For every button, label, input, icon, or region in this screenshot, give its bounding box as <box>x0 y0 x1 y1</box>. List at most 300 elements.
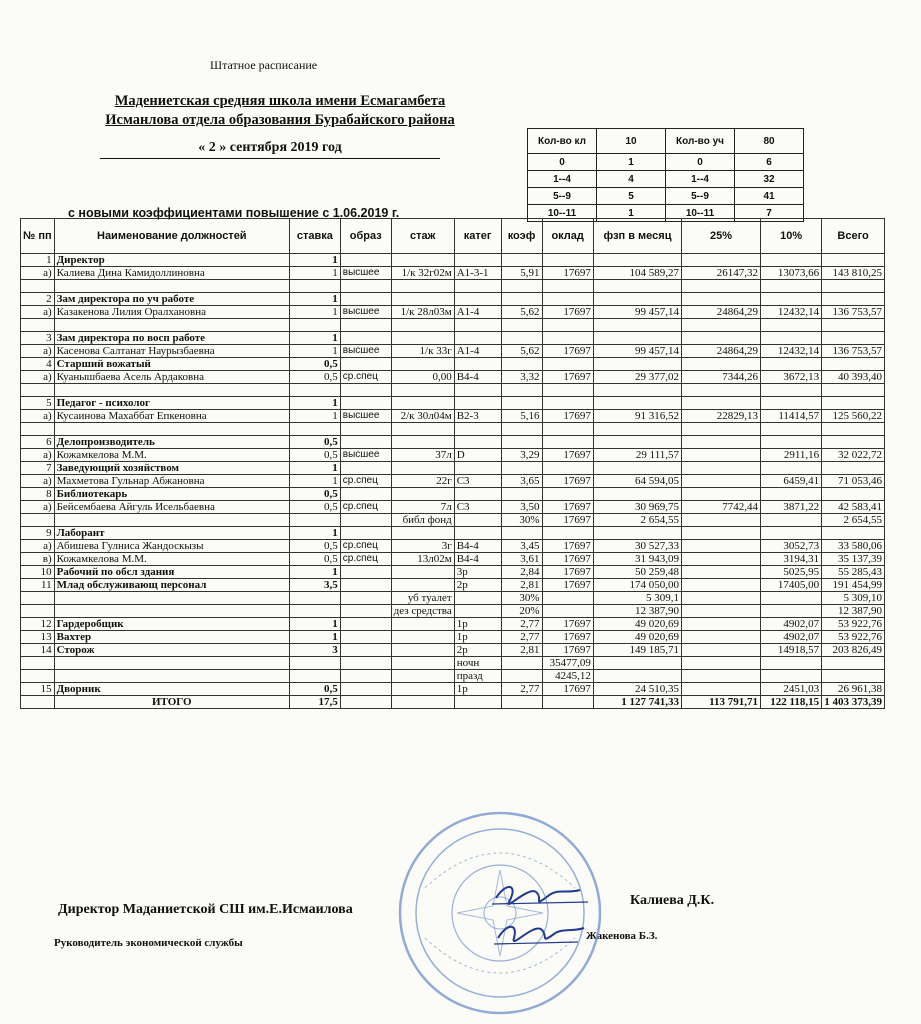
table-cell <box>454 358 501 371</box>
table-cell: 17697 <box>542 566 593 579</box>
table-cell: 1 <box>289 345 340 358</box>
table-cell <box>593 397 681 410</box>
table-cell <box>340 319 391 332</box>
table-cell <box>340 332 391 345</box>
table-cell: А1-3-1 <box>454 267 501 280</box>
column-header: ставка <box>289 219 340 254</box>
counts-cell: 7 <box>735 205 804 222</box>
table-cell: а) <box>21 306 55 319</box>
table-cell: Зам директора по уч работе <box>54 293 289 306</box>
table-cell: 14 <box>21 644 55 657</box>
table-cell: 17697 <box>542 306 593 319</box>
table-cell: 2,77 <box>501 631 542 644</box>
table-cell: 1 <box>289 332 340 345</box>
table-cell: 30 527,33 <box>593 540 681 553</box>
table-section-row <box>21 683 885 696</box>
table-cell: 22829,13 <box>682 410 761 423</box>
table-cell: а) <box>21 501 55 514</box>
table-cell <box>761 592 822 605</box>
table-cell: 17697 <box>542 579 593 592</box>
table-section-row <box>21 527 885 540</box>
table-cell: а) <box>21 345 55 358</box>
table-cell <box>340 657 391 670</box>
counts-cell: 5--9 <box>666 188 735 205</box>
table-cell: 1 <box>21 254 55 267</box>
table-cell: 7 <box>21 462 55 475</box>
table-cell <box>391 384 454 397</box>
table-cell: празд <box>454 670 501 683</box>
table-cell: 2,84 <box>501 566 542 579</box>
counts-row <box>528 171 804 188</box>
table-cell <box>340 618 391 631</box>
table-cell: 3,5 <box>289 579 340 592</box>
document-title: Штатное расписание <box>210 58 318 72</box>
table-cell: 12 387,90 <box>822 605 885 618</box>
table-cell <box>501 358 542 371</box>
table-cell <box>822 254 885 267</box>
table-cell: 3,50 <box>501 501 542 514</box>
table-cell: 3 <box>21 332 55 345</box>
table-cell <box>391 397 454 410</box>
table-cell <box>340 644 391 657</box>
table-cell: 2 654,55 <box>822 514 885 527</box>
table-cell: 2911,16 <box>761 449 822 462</box>
table-cell: 17697 <box>542 683 593 696</box>
table-cell: 3,45 <box>501 540 542 553</box>
table-cell: 136 753,57 <box>822 345 885 358</box>
table-cell <box>454 514 501 527</box>
table-cell <box>454 280 501 293</box>
table-cell <box>21 605 55 618</box>
table-cell <box>682 553 761 566</box>
table-cell <box>340 397 391 410</box>
table-cell <box>761 332 822 345</box>
table-cell: 7742,44 <box>682 501 761 514</box>
table-cell <box>682 449 761 462</box>
table-cell: Кожамкелова М.М. <box>54 449 289 462</box>
table-cell <box>340 436 391 449</box>
table-cell: 13 <box>21 631 55 644</box>
table-cell: С3 <box>454 501 501 514</box>
table-cell <box>289 605 340 618</box>
table-cell <box>340 592 391 605</box>
signatures <box>488 878 598 958</box>
table-cell: 191 454,99 <box>822 579 885 592</box>
table-cell <box>391 280 454 293</box>
table-cell <box>682 319 761 332</box>
table-cell: Дворник <box>54 683 289 696</box>
table-cell: С3 <box>454 475 501 488</box>
table-cell: ср.спец <box>340 553 391 566</box>
table-cell <box>501 293 542 306</box>
table-cell <box>593 488 681 501</box>
table-cell <box>54 423 289 436</box>
table-cell <box>289 423 340 436</box>
table-cell <box>542 696 593 709</box>
table-cell <box>761 670 822 683</box>
table-cell <box>501 254 542 267</box>
table-cell: 2,81 <box>501 579 542 592</box>
table-cell: 122 118,15 <box>761 696 822 709</box>
table-cell <box>340 579 391 592</box>
table-section-row <box>21 254 885 267</box>
table-section-row <box>21 488 885 501</box>
table-cell <box>501 319 542 332</box>
counts-cell: 5--9 <box>528 188 597 205</box>
table-cell: 17697 <box>542 371 593 384</box>
table-cell: библ фонд <box>391 514 454 527</box>
table-cell: Казакенова Лилия Оралхановна <box>54 306 289 319</box>
table-cell: 26 961,38 <box>822 683 885 696</box>
table-cell <box>542 397 593 410</box>
table-cell: 3,61 <box>501 553 542 566</box>
table-cell: В2-3 <box>454 410 501 423</box>
table-cell: 22г <box>391 475 454 488</box>
table-cell <box>21 696 55 709</box>
table-row <box>21 319 885 332</box>
table-cell: 4245,12 <box>542 670 593 683</box>
table-cell: 5,62 <box>501 345 542 358</box>
table-row <box>21 605 885 618</box>
counts-cell: 10 <box>597 129 666 154</box>
table-cell: 3р <box>454 566 501 579</box>
table-cell <box>822 527 885 540</box>
table-cell: 1р <box>454 618 501 631</box>
table-row <box>21 553 885 566</box>
table-cell <box>391 696 454 709</box>
table-cell: 1 <box>289 566 340 579</box>
table-cell: 33 580,06 <box>822 540 885 553</box>
table-cell <box>822 397 885 410</box>
table-cell: 1 403 373,39 <box>822 696 885 709</box>
table-cell <box>391 631 454 644</box>
table-row <box>21 345 885 358</box>
table-cell: 1/к 33г <box>391 345 454 358</box>
table-cell <box>593 462 681 475</box>
table-cell <box>501 423 542 436</box>
table-cell: 125 560,22 <box>822 410 885 423</box>
counts-cell: 0 <box>666 154 735 171</box>
table-row <box>21 514 885 527</box>
table-cell <box>340 605 391 618</box>
table-cell: 1 <box>289 631 340 644</box>
table-cell <box>593 657 681 670</box>
table-cell <box>54 592 289 605</box>
table-cell <box>391 566 454 579</box>
table-cell <box>593 423 681 436</box>
table-cell <box>54 514 289 527</box>
table-section-row <box>21 358 885 371</box>
counts-cell: 32 <box>735 171 804 188</box>
table-cell: В4-4 <box>454 371 501 384</box>
coefficient-note: с новыми коэффициентами повышение с 1.06.2019 г. <box>68 206 400 220</box>
table-cell: 17697 <box>542 345 593 358</box>
table-cell: 17,5 <box>289 696 340 709</box>
table-cell: 5,16 <box>501 410 542 423</box>
counts-cell: 1--4 <box>528 171 597 188</box>
table-cell <box>682 358 761 371</box>
table-cell: 174 050,00 <box>593 579 681 592</box>
table-cell: 4 <box>21 358 55 371</box>
table-cell: 17697 <box>542 553 593 566</box>
table-cell <box>542 254 593 267</box>
table-cell <box>682 540 761 553</box>
table-row <box>21 423 885 436</box>
table-cell: Делопроизводитель <box>54 436 289 449</box>
table-cell: высшее <box>340 267 391 280</box>
table-cell <box>454 436 501 449</box>
table-cell: 42 583,41 <box>822 501 885 514</box>
table-cell: 30 969,75 <box>593 501 681 514</box>
column-header: коэф <box>501 219 542 254</box>
table-cell <box>454 332 501 345</box>
table-cell <box>21 280 55 293</box>
table-cell: Лаборант <box>54 527 289 540</box>
table-cell <box>340 631 391 644</box>
table-cell: Куанышбаева Асель Ардаковна <box>54 371 289 384</box>
table-cell <box>822 436 885 449</box>
table-cell: ночн <box>454 657 501 670</box>
table-cell: 53 922,76 <box>822 618 885 631</box>
table-cell: Зам директора по восп работе <box>54 332 289 345</box>
table-cell: 2р <box>454 644 501 657</box>
table-cell: 17697 <box>542 644 593 657</box>
table-cell <box>289 592 340 605</box>
table-cell: 4902,07 <box>761 618 822 631</box>
table-cell <box>454 462 501 475</box>
table-cell: Библиотекарь <box>54 488 289 501</box>
table-cell: 53 922,76 <box>822 631 885 644</box>
table-cell: 17405,00 <box>761 579 822 592</box>
table-cell <box>391 488 454 501</box>
school-name-line1: Мадениетская средняя школа имени Есмагамбета <box>114 93 446 109</box>
table-cell <box>501 696 542 709</box>
table-cell <box>340 566 391 579</box>
table-cell: 3г <box>391 540 454 553</box>
column-header: стаж <box>391 219 454 254</box>
table-cell: 49 020,69 <box>593 618 681 631</box>
table-cell <box>542 436 593 449</box>
table-cell <box>542 280 593 293</box>
column-header: фзп в месяц <box>593 219 681 254</box>
counts-cell: 6 <box>735 154 804 171</box>
table-cell <box>289 514 340 527</box>
table-cell: 5 309,1 <box>593 592 681 605</box>
counts-row <box>528 154 804 171</box>
table-cell <box>454 384 501 397</box>
table-cell: 7344,26 <box>682 371 761 384</box>
table-cell: 149 185,71 <box>593 644 681 657</box>
table-cell <box>391 683 454 696</box>
table-cell: в) <box>21 553 55 566</box>
table-cell: 0,00 <box>391 371 454 384</box>
table-cell <box>682 293 761 306</box>
table-cell <box>593 293 681 306</box>
table-cell: 1 <box>289 475 340 488</box>
table-cell: 64 594,05 <box>593 475 681 488</box>
table-row <box>21 670 885 683</box>
table-cell <box>340 527 391 540</box>
table-cell <box>21 423 55 436</box>
table-cell <box>391 332 454 345</box>
table-cell <box>682 592 761 605</box>
table-cell: 17697 <box>542 501 593 514</box>
counts-cell: 0 <box>528 154 597 171</box>
table-cell <box>391 254 454 267</box>
table-cell: высшее <box>340 410 391 423</box>
table-cell <box>822 670 885 683</box>
table-cell: 1 <box>289 618 340 631</box>
table-cell: 203 826,49 <box>822 644 885 657</box>
table-cell <box>21 592 55 605</box>
column-header: № пп <box>21 219 55 254</box>
table-cell <box>391 527 454 540</box>
table-cell: 2р <box>454 579 501 592</box>
table-cell <box>761 280 822 293</box>
table-cell <box>593 254 681 267</box>
counts-cell: 10--11 <box>666 205 735 222</box>
table-cell <box>682 644 761 657</box>
table-cell: 1 <box>289 306 340 319</box>
table-cell <box>682 332 761 345</box>
table-cell <box>340 358 391 371</box>
table-cell <box>682 280 761 293</box>
table-cell <box>340 384 391 397</box>
table-cell: а) <box>21 449 55 462</box>
table-row <box>21 306 885 319</box>
table-cell <box>682 423 761 436</box>
director-name: Калиева Д.К. <box>630 893 715 908</box>
table-cell <box>54 605 289 618</box>
table-cell: 49 020,69 <box>593 631 681 644</box>
table-cell: 5 309,10 <box>822 592 885 605</box>
table-cell: дез средства <box>391 605 454 618</box>
counts-cell: 4 <box>597 171 666 188</box>
table-cell: 1 <box>289 527 340 540</box>
table-cell: 0,5 <box>289 553 340 566</box>
table-cell <box>682 631 761 644</box>
column-header: Всего <box>822 219 885 254</box>
table-cell <box>391 293 454 306</box>
table-cell <box>340 488 391 501</box>
document-date: « 2 » сентября 2019 год <box>100 140 440 159</box>
counts-cell: 80 <box>735 129 804 154</box>
table-cell <box>340 293 391 306</box>
table-section-row <box>21 644 885 657</box>
director-title: Директор Маданиетской СШ им.Е.Исмаилова <box>58 902 353 917</box>
econ-title: Руководитель экономической службы <box>54 937 243 949</box>
table-cell <box>761 254 822 267</box>
table-cell: 17697 <box>542 631 593 644</box>
school-name-line2: Исманлова отдела образования Бурабайского района <box>105 112 455 128</box>
table-row <box>21 592 885 605</box>
table-cell <box>391 670 454 683</box>
table-cell: 113 791,71 <box>682 696 761 709</box>
table-cell <box>682 566 761 579</box>
table-cell <box>391 462 454 475</box>
table-section-row <box>21 436 885 449</box>
table-cell <box>761 436 822 449</box>
table-cell: Старший вожатый <box>54 358 289 371</box>
table-cell: 20% <box>501 605 542 618</box>
table-cell <box>501 436 542 449</box>
table-row <box>21 384 885 397</box>
table-cell: 71 053,46 <box>822 475 885 488</box>
table-cell <box>682 657 761 670</box>
table-cell <box>682 683 761 696</box>
table-cell: Педагог - психолог <box>54 397 289 410</box>
table-cell <box>822 384 885 397</box>
table-cell: 2,81 <box>501 644 542 657</box>
table-cell: 11414,57 <box>761 410 822 423</box>
table-cell: А1-4 <box>454 345 501 358</box>
table-row <box>21 475 885 488</box>
table-cell: 30% <box>501 514 542 527</box>
table-cell: 2,77 <box>501 618 542 631</box>
table-cell: 104 589,27 <box>593 267 681 280</box>
table-cell: высшее <box>340 306 391 319</box>
table-cell: 12 <box>21 618 55 631</box>
table-cell <box>454 605 501 618</box>
counts-header-row <box>528 129 804 154</box>
table-cell: 1 <box>289 254 340 267</box>
table-cell <box>391 644 454 657</box>
table-cell <box>289 657 340 670</box>
table-cell <box>682 527 761 540</box>
table-cell <box>822 657 885 670</box>
table-cell: 5 <box>21 397 55 410</box>
table-cell: 9 <box>21 527 55 540</box>
table-cell: уб туалет <box>391 592 454 605</box>
table-cell: 17697 <box>542 540 593 553</box>
table-row <box>21 267 885 280</box>
table-cell: 1 <box>289 410 340 423</box>
table-cell <box>501 332 542 345</box>
table-cell <box>391 319 454 332</box>
table-cell: 29 377,02 <box>593 371 681 384</box>
table-cell: 1р <box>454 683 501 696</box>
table-row <box>21 410 885 423</box>
table-cell: 0,5 <box>289 488 340 501</box>
table-cell <box>340 670 391 683</box>
table-cell: А1-4 <box>454 306 501 319</box>
table-cell <box>761 488 822 501</box>
table-cell: D <box>454 449 501 462</box>
counts-cell: 5 <box>597 188 666 205</box>
table-cell: 3,29 <box>501 449 542 462</box>
table-cell <box>542 462 593 475</box>
table-cell <box>822 319 885 332</box>
table-cell <box>542 332 593 345</box>
table-cell: 5,62 <box>501 306 542 319</box>
table-cell <box>542 358 593 371</box>
table-cell <box>340 280 391 293</box>
table-section-row <box>21 696 885 709</box>
table-cell <box>682 670 761 683</box>
table-cell <box>822 488 885 501</box>
table-cell <box>542 592 593 605</box>
table-cell: 55 285,43 <box>822 566 885 579</box>
table-cell: а) <box>21 410 55 423</box>
table-cell: 4902,07 <box>761 631 822 644</box>
table-cell: а) <box>21 475 55 488</box>
table-cell: высшее <box>340 345 391 358</box>
table-cell: 40 393,40 <box>822 371 885 384</box>
table-cell: 3194,31 <box>761 553 822 566</box>
table-cell <box>289 670 340 683</box>
counts-cell: Кол-во уч <box>666 129 735 154</box>
table-cell <box>761 384 822 397</box>
